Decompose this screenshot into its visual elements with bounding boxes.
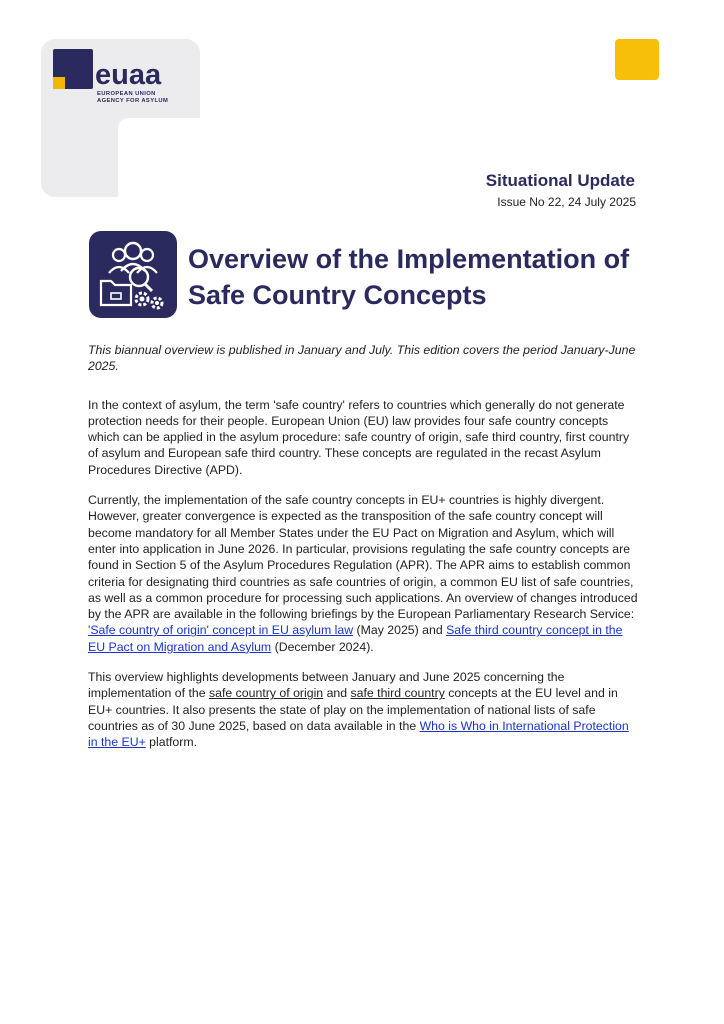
decorative-yellow-square: [615, 39, 659, 80]
issue-number-date: Issue No 22, 24 July 2025: [497, 195, 636, 209]
situational-update-heading: Situational Update: [485, 171, 635, 190]
paragraph-safe-country-definition: In the context of asylum, the term 'safe country' refers to countries which generally do not generate protection needs for their people. European Union (EU) law provides four safe country concepts which can be applied in the asylum procedure: safe country of origin, safe third country, first country of asylum and European safe third country. These concepts are regulated in the recast Asylum Procedures Directive (APD).: [88, 397, 630, 477]
document-title: Overview of the Implementation of Safe Country Concepts: [188, 244, 630, 310]
logo-subtitle-line1: EUROPEAN UNION: [97, 91, 156, 97]
link-safe-third-country-briefing[interactable]: Safe third country concept in the EU Pact on Migration and Asylum: [88, 623, 623, 654]
paragraph-scope-mid1: and: [323, 686, 351, 701]
logo-panel-cutout: [118, 118, 208, 203]
term-safe-country-of-origin: safe country of origin: [209, 686, 324, 701]
paragraph-implementation-end: (December 2024).: [271, 639, 374, 654]
euaa-logo-subtitle: [97, 91, 168, 105]
paragraph-overview-scope: [88, 669, 640, 750]
paragraph-implementation-mid: (May 2025) and: [353, 623, 447, 638]
term-safe-third-country: safe third country: [350, 686, 445, 701]
paragraph-implementation: [88, 492, 640, 655]
euaa-logo-mark-icon: [53, 49, 93, 89]
paragraph-scope-end: platform.: [145, 735, 198, 750]
paragraph-scope-start: This overview highlights developments between January and June 2025 concerning the implementation of the: [88, 670, 565, 701]
link-safe-country-of-origin-briefing[interactable]: 'Safe country of origin' concept in EU asylum law: [88, 623, 354, 638]
document-body: [88, 342, 640, 765]
link-who-is-who-platform[interactable]: Who is Who in International Protection in the EU+: [88, 718, 629, 750]
paragraph-implementation-text: Currently, the implementation of the safe country concepts in EU+ countries is highly divergent. However, greater convergence is expected as the transposition of the safe country concept will become mandatory for all Member States under the EU Pact on Migration and Asylum, which will enter into application in June 2026. In particular, provisions regulating the safe country concepts are found in Section 5 of the Asylum Procedures Regulation (APR). The APR aims to establish common criteria for designating third countries as safe countries of origin, a common EU list of safe countries, as well as a common procedure for processing such applications. An overview of changes introduced by the APR are available in the following briefings by the European Parliamentary Research Service:: [88, 493, 638, 622]
intro-paragraph: This biannual overview is published in January and July. This edition covers the period January-June 2025.: [88, 343, 636, 374]
euaa-logo-wordmark: euaa: [95, 59, 162, 91]
paragraph-scope-mid2: concepts at the EU level and in EU+ countries. It also presents the state of play on the implementation of national lists of safe countries as of 30 June 2025, based on data available in the: [88, 686, 618, 733]
people-folder-gears-icon: [89, 231, 177, 318]
logo-subtitle-line2: AGENCY FOR ASYLUM: [97, 98, 169, 104]
